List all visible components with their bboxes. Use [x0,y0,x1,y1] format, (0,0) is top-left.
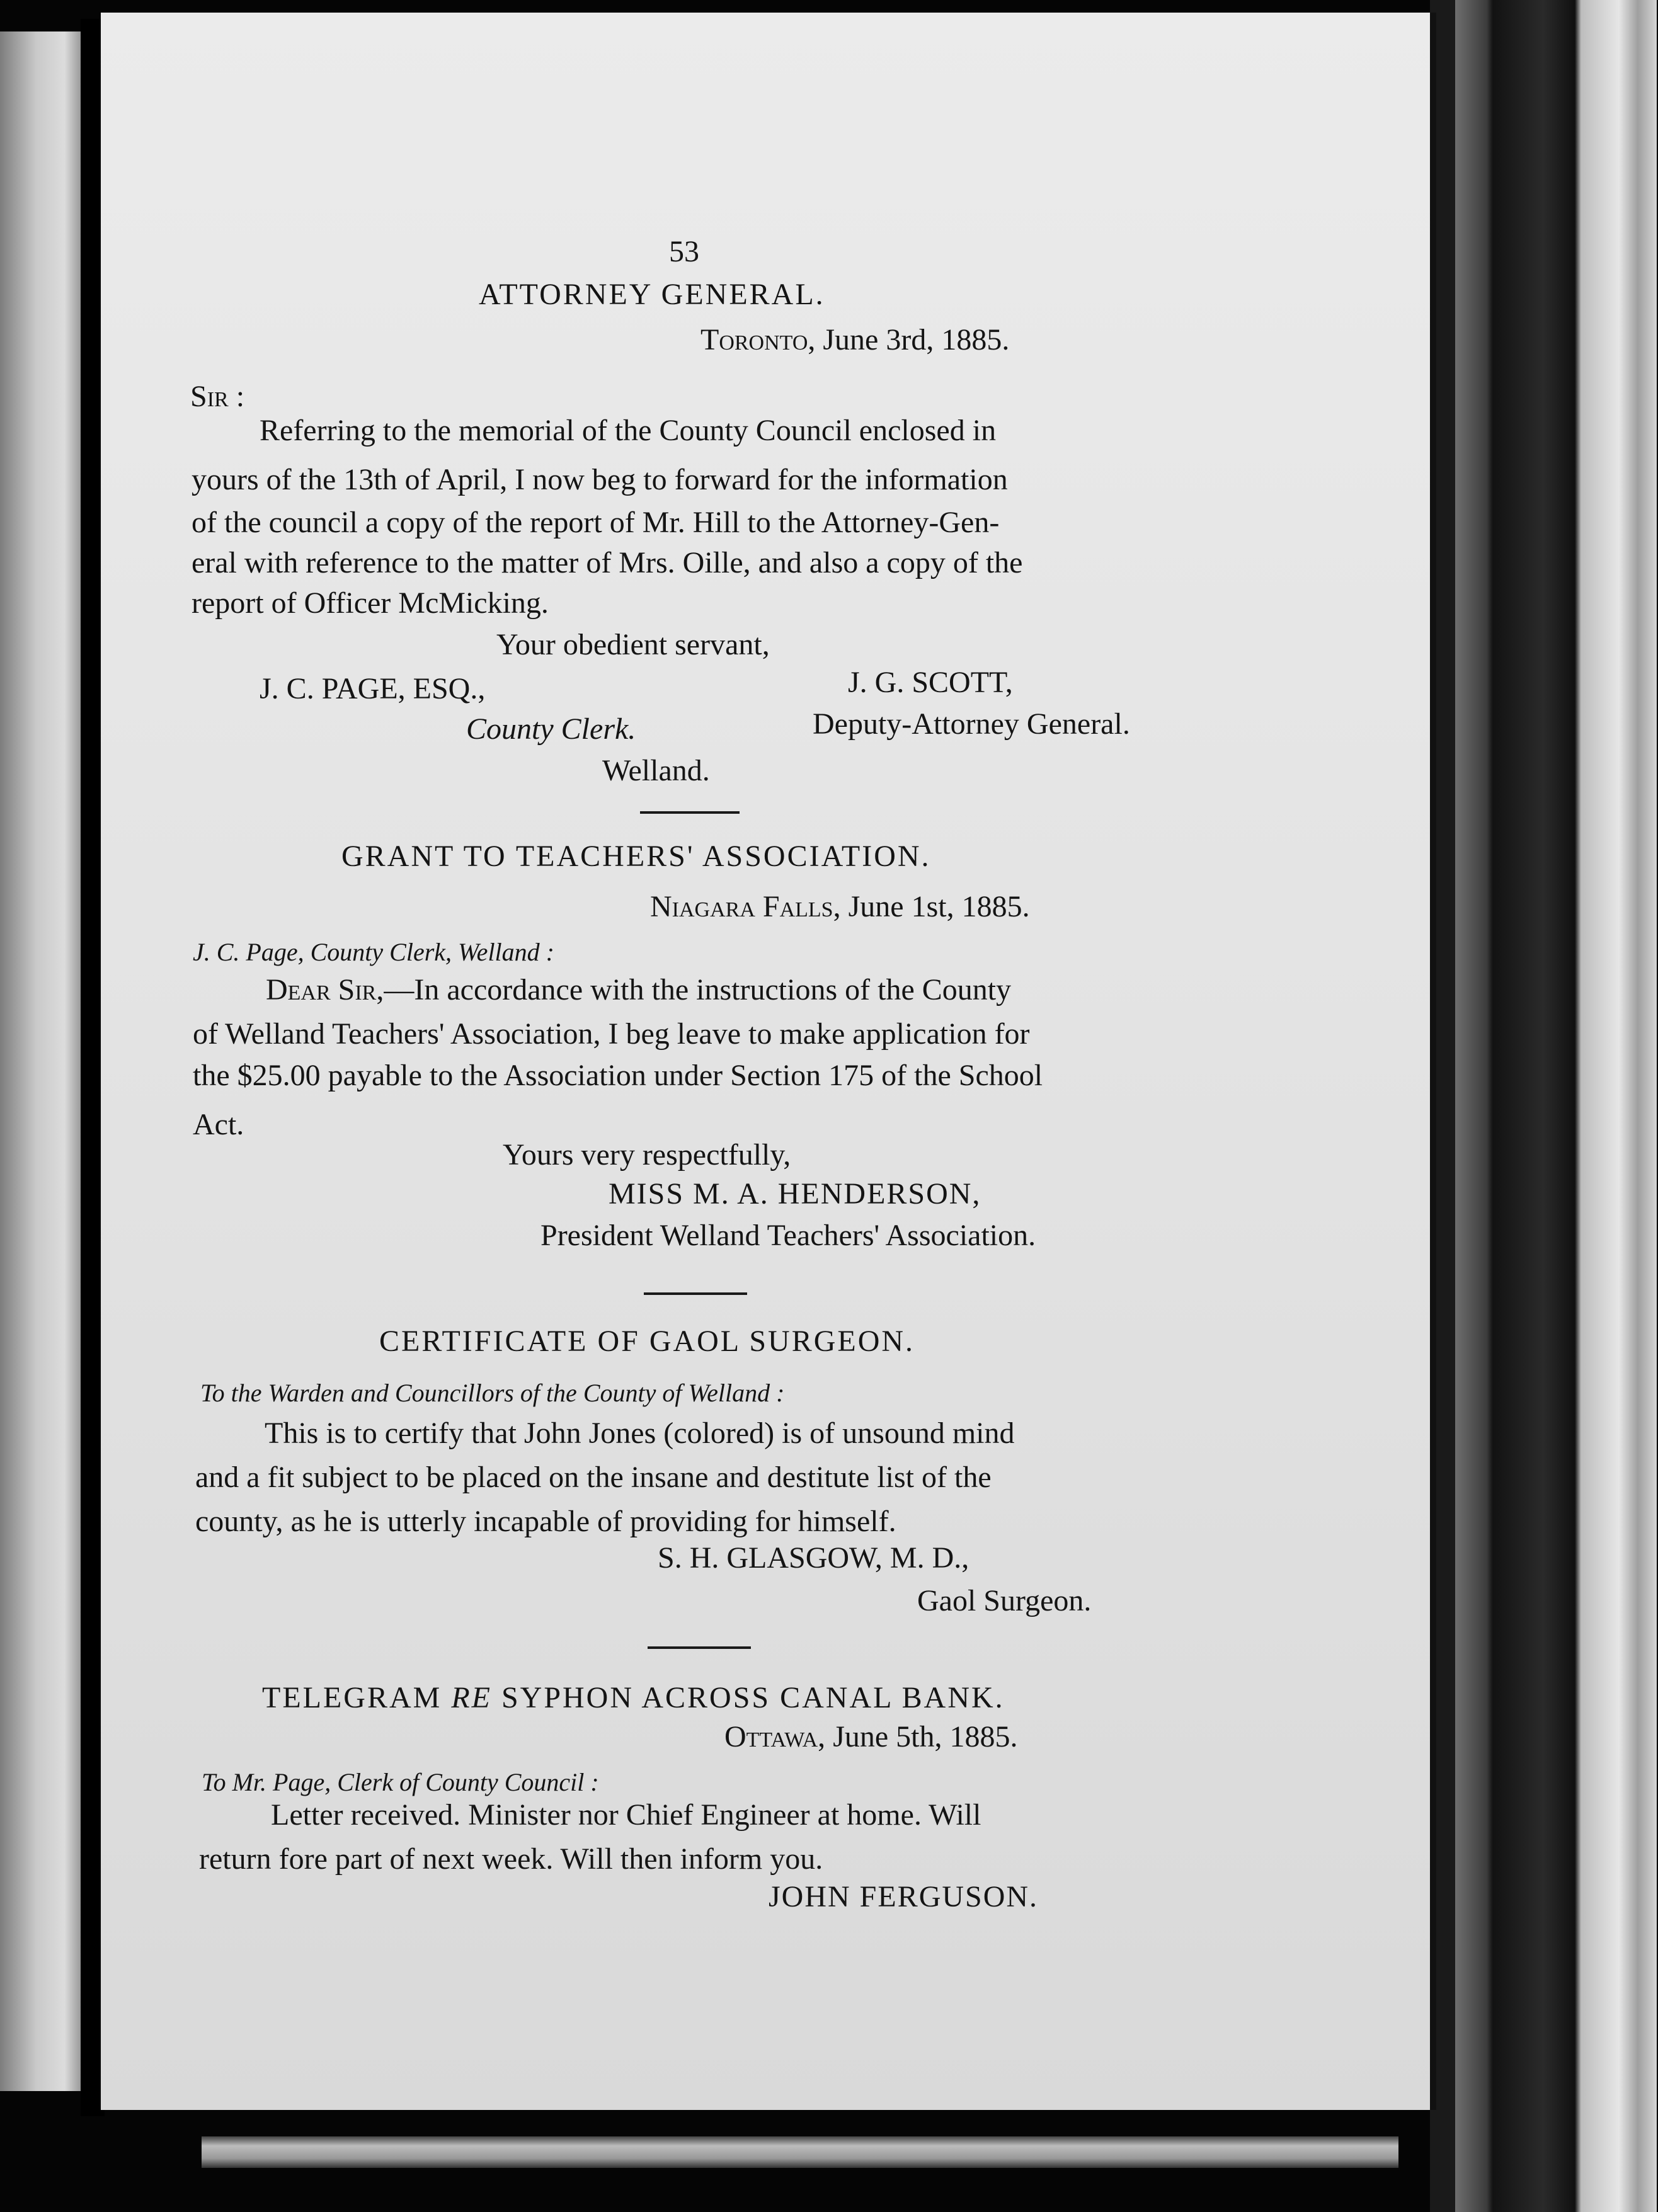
signer-name: MISS M. A. HENDERSON, [609,1177,981,1211]
addressee-line: To Mr. Page, Clerk of County Council : [202,1768,599,1796]
title-part: SYPHON ACROSS CANAL BANK. [501,1681,1005,1714]
section-divider [644,1292,747,1295]
salutation: Sir : [190,380,245,413]
addressee-name: J. C. PAGE, ESQ., [260,672,486,705]
body-line: report of Officer McMicking. [192,586,549,620]
body-line: the $25.00 payable to the Association under Section 175 of the School [193,1059,1043,1092]
signer-name: S. H. GLASGOW, M. D., [658,1541,969,1575]
dateline-date: June 3rd, 1885. [823,323,1010,356]
signer-title: Gaol Surgeon. [917,1584,1092,1617]
book-page-edges [1430,0,1657,2212]
signer-name: J. G. SCOTT, [848,666,1013,699]
section-divider [648,1646,751,1649]
body-line: of the council a copy of the report of Mr. Hill to the Attorney-Gen- [192,506,1000,539]
body-line: This is to certify that John Jones (colored) is of unsound mind [265,1417,1015,1450]
section-title: GRANT TO TEACHERS' ASSOCIATION. [341,840,931,873]
section-title: ATTORNEY GENERAL. [479,278,825,311]
body-line: Act. [193,1108,244,1141]
closing: Yours very respectfully, [503,1138,791,1172]
page-bottom-edge [202,2136,1398,2168]
section-divider [640,811,740,814]
signer-name: JOHN FERGUSON. [769,1880,1039,1913]
title-part: TELEGRAM [262,1681,442,1714]
title-part-italic: RE [451,1681,492,1714]
body-line: return fore part of next week. Will then inform you. [199,1842,823,1876]
section-title [262,1683,1005,1713]
body-line: of Welland Teachers' Association, I beg leave to make application for [193,1017,1030,1051]
addressee-title: County Clerk. [466,712,636,746]
closing: Your obedient servant, [496,628,770,661]
salutation: Dear Sir, [266,973,384,1006]
body-line: Letter received. Minister nor Chief Engineer at home. Will [271,1798,981,1832]
body-line: and a fit subject to be placed on the insane and destitute list of the [195,1461,992,1494]
dateline-date: June 5th, 1885. [833,1720,1018,1753]
section-title: CERTIFICATE OF GAOL SURGEON. [379,1325,915,1358]
addressee-line: To the Warden and Councillors of the County of Welland : [200,1379,785,1407]
signer-title: Deputy-Attorney General. [813,707,1130,741]
addressee-line: J. C. Page, County Clerk, Welland : [193,938,554,966]
body-line: eral with reference to the matter of Mrs. Oille, and also a copy of the [192,546,1023,579]
dateline-place: Ottawa, [724,1720,826,1753]
dateline [724,1722,1018,1752]
body-line: yours of the 13th of April, I now beg to forward for the information [192,463,1008,496]
body-line [266,975,1011,1005]
dateline [650,892,1030,922]
dateline-place: Niagara Falls, [650,890,841,923]
body-line: county, as he is utterly incapable of providing for himself. [195,1505,896,1538]
addressee-place: Welland. [602,754,710,787]
dateline-place: Toronto, [700,323,816,356]
dateline [700,325,1009,355]
dateline-date: June 1st, 1885. [848,890,1030,923]
body-line: Referring to the memorial of the County Council enclosed in [260,414,997,447]
signer-title: President Welland Teachers' Association. [540,1219,1036,1252]
page-number: 53 [669,235,699,268]
left-page-edge [0,31,81,2091]
body-text: —In accordance with the instructions of the County [384,973,1012,1006]
